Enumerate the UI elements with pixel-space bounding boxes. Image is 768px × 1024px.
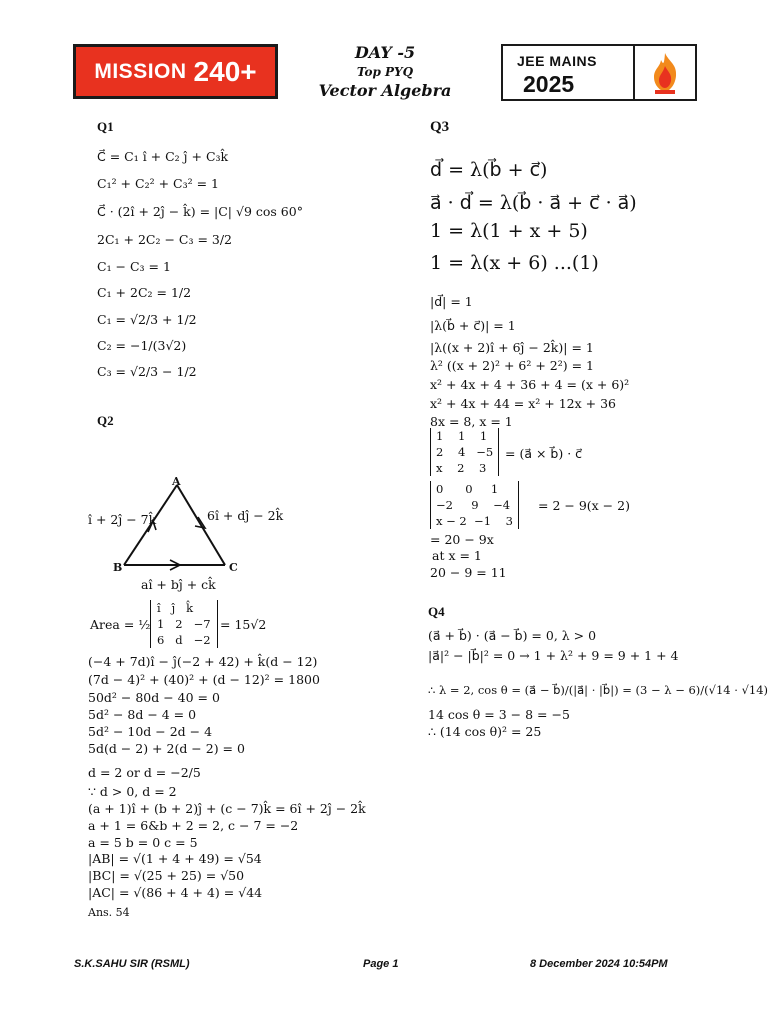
side-bc-label: aî + bĵ + ck̂	[141, 577, 216, 592]
exam-year: 2025	[523, 71, 575, 97]
q4-line-2: |a⃗|² − |b⃗|² = 0 → 1 + λ² + 9 = 9 + 1 + 4	[428, 648, 679, 663]
q3-line-6: x² + 4x + 44 = x² + 12x + 36	[430, 396, 616, 411]
q4-line-4: 14 cos θ = 3 − 8 = −5	[428, 707, 570, 722]
q3-line-3: |λ((x + 2)î + 6ĵ − 2k̂)| = 1	[430, 340, 594, 355]
det-row: −2 9 −4	[436, 498, 511, 512]
q3-line-4: λ² ((x + 2)² + 6² + 2²) = 1	[430, 358, 594, 373]
page-title	[300, 44, 470, 100]
q3-determinant-1	[430, 428, 499, 476]
q3-big-line-4: 1 = λ(x + 6) ...(1)	[430, 252, 599, 274]
q2-line-1: (−4 + 7d)î − ĵ(−2 + 42) + k̂(d − 12)	[88, 654, 318, 669]
q2-line-3: 50d² − 80d − 40 = 0	[88, 690, 220, 705]
vertex-a-label: A	[172, 475, 181, 488]
q4-line-3: ∴ λ = 2, cos θ = (a⃗ − b⃗)/(|a⃗| · |b⃗|) = (3 − λ − 6)/(√14 · √14)	[428, 683, 768, 697]
area-prefix: Area = ½	[90, 617, 151, 632]
exam-name: JEE MAINS	[517, 53, 597, 69]
q2-line-8: ∵ d > 0, d = 2	[88, 784, 177, 799]
q2-answer: Ans. 54	[88, 906, 130, 919]
q3-line-5: x² + 4x + 4 + 36 + 4 = (x + 6)²	[430, 377, 630, 392]
det-row: 1 1 1	[436, 429, 488, 443]
q2-line-12: |AB| = √(1 + 4 + 49) = √54	[88, 851, 262, 866]
vertex-b-label: B	[113, 561, 123, 574]
q2-line-10: a + 1 = 6&b + 2 = 2, c − 7 = −2	[88, 818, 299, 833]
area-determinant	[150, 600, 218, 648]
footer-author: S.K.SAHU SIR (RSML)	[74, 958, 190, 970]
q3-big-line-2: a⃗ · d⃗ = λ(b⃗ · a⃗ + c⃗ · a⃗)	[430, 192, 637, 214]
q2-line-5: 5d² − 10d − 2d − 4	[88, 724, 213, 739]
q1-label: Q1	[97, 119, 114, 134]
mission-word: MISSION	[94, 59, 187, 83]
area-result: = 15√2	[220, 617, 267, 632]
q1-line-2: C₁² + C₂² + C₃² = 1	[97, 176, 219, 191]
q3-label: Q3	[430, 119, 450, 135]
q4-line-1: (a⃗ + b⃗) · (a⃗ − b⃗) = 0, λ > 0	[428, 628, 597, 643]
q2-line-6: 5d(d − 2) + 2(d − 2) = 0	[88, 741, 245, 756]
q4-line-5: ∴ (14 cos θ)² = 25	[428, 724, 542, 739]
q1-line-9: C₃ = √2/3 − 1/2	[97, 364, 197, 379]
q1-line-8: C₂ = −1/(3√2)	[97, 338, 187, 353]
q3-determinant-2	[430, 481, 519, 529]
side-ac-label: 6î + dĵ − 2k̂	[207, 508, 284, 523]
q4-label: Q4	[428, 604, 445, 619]
day-label: DAY -5	[354, 43, 416, 62]
subtitle: Top PYQ	[356, 65, 414, 79]
triangle-side-ac	[177, 485, 225, 565]
exam-box	[501, 44, 697, 101]
q1-line-3: C⃗ · (2î + 2ĵ − k̂) = |C| √9 cos 60°	[97, 204, 303, 219]
q1-line-4: 2C₁ + 2C₂ − C₃ = 3/2	[97, 232, 233, 247]
q2-line-4: 5d² − 8d − 4 = 0	[88, 707, 197, 722]
det-row: x − 2 −1 3	[436, 514, 513, 528]
det-row: 6 d −2	[157, 633, 211, 647]
mission-banner	[73, 44, 278, 99]
q3-tail-3: 20 − 9 = 11	[430, 565, 507, 580]
side-ab-label: î + 2ĵ − 7k̂	[88, 512, 157, 527]
det-row: î ĵ k̂	[157, 601, 194, 615]
q3-line-1: |d⃗| = 1	[430, 294, 473, 309]
mission-number: 240+	[193, 55, 257, 87]
q2-label: Q2	[97, 413, 114, 428]
q1-line-6: C₁ + 2C₂ = 1/2	[97, 285, 192, 300]
q2-line-9: (a + 1)î + (b + 2)ĵ + (c − 7)k̂ = 6î + 2ĵ − 2k̂	[88, 801, 366, 816]
q3-det2-result: = 2 − 9(x − 2)	[538, 498, 630, 513]
det-row: 0 0 1	[436, 482, 499, 496]
det-row: x 2 3	[436, 461, 487, 475]
q3-tail-1: = 20 − 9x	[430, 532, 494, 547]
vertex-c-label: C	[229, 561, 238, 574]
q1-line-1: C⃗ = C₁ î + C₂ ĵ + C₃k̂	[97, 149, 229, 164]
flame-logo-icon	[635, 46, 695, 99]
footer-page: Page 1	[363, 958, 399, 970]
q3-big-line-3: 1 = λ(1 + x + 5)	[430, 220, 588, 242]
q3-det1-result: = (a⃗ × b⃗) · c⃗	[505, 446, 583, 461]
q3-line-7: 8x = 8, x = 1	[430, 414, 513, 429]
topic-title: Vector Algebra	[318, 81, 452, 100]
q1-line-7: C₁ = √2/3 + 1/2	[97, 312, 197, 327]
q2-line-14: |AC| = √(86 + 4 + 4) = √44	[88, 885, 263, 900]
q2-line-7: d = 2 or d = −2/5	[88, 765, 201, 780]
q2-line-11: a = 5 b = 0 c = 5	[88, 835, 198, 850]
footer-date: 8 December 2024 10:54PM	[530, 958, 668, 970]
q3-big-line-1: d⃗ = λ(b⃗ + c⃗)	[430, 159, 548, 181]
q3-tail-2: at x = 1	[432, 548, 482, 563]
q1-line-5: C₁ − C₃ = 1	[97, 259, 171, 274]
q2-line-13: |BC| = √(25 + 25) = √50	[88, 868, 245, 883]
q3-line-2: |λ(b⃗ + c⃗)| = 1	[430, 318, 516, 333]
det-row: 1 2 −7	[157, 617, 211, 631]
q2-line-2: (7d − 4)² + (40)² + (d − 12)² = 1800	[88, 672, 320, 687]
det-row: 2 4 −5	[436, 445, 494, 459]
